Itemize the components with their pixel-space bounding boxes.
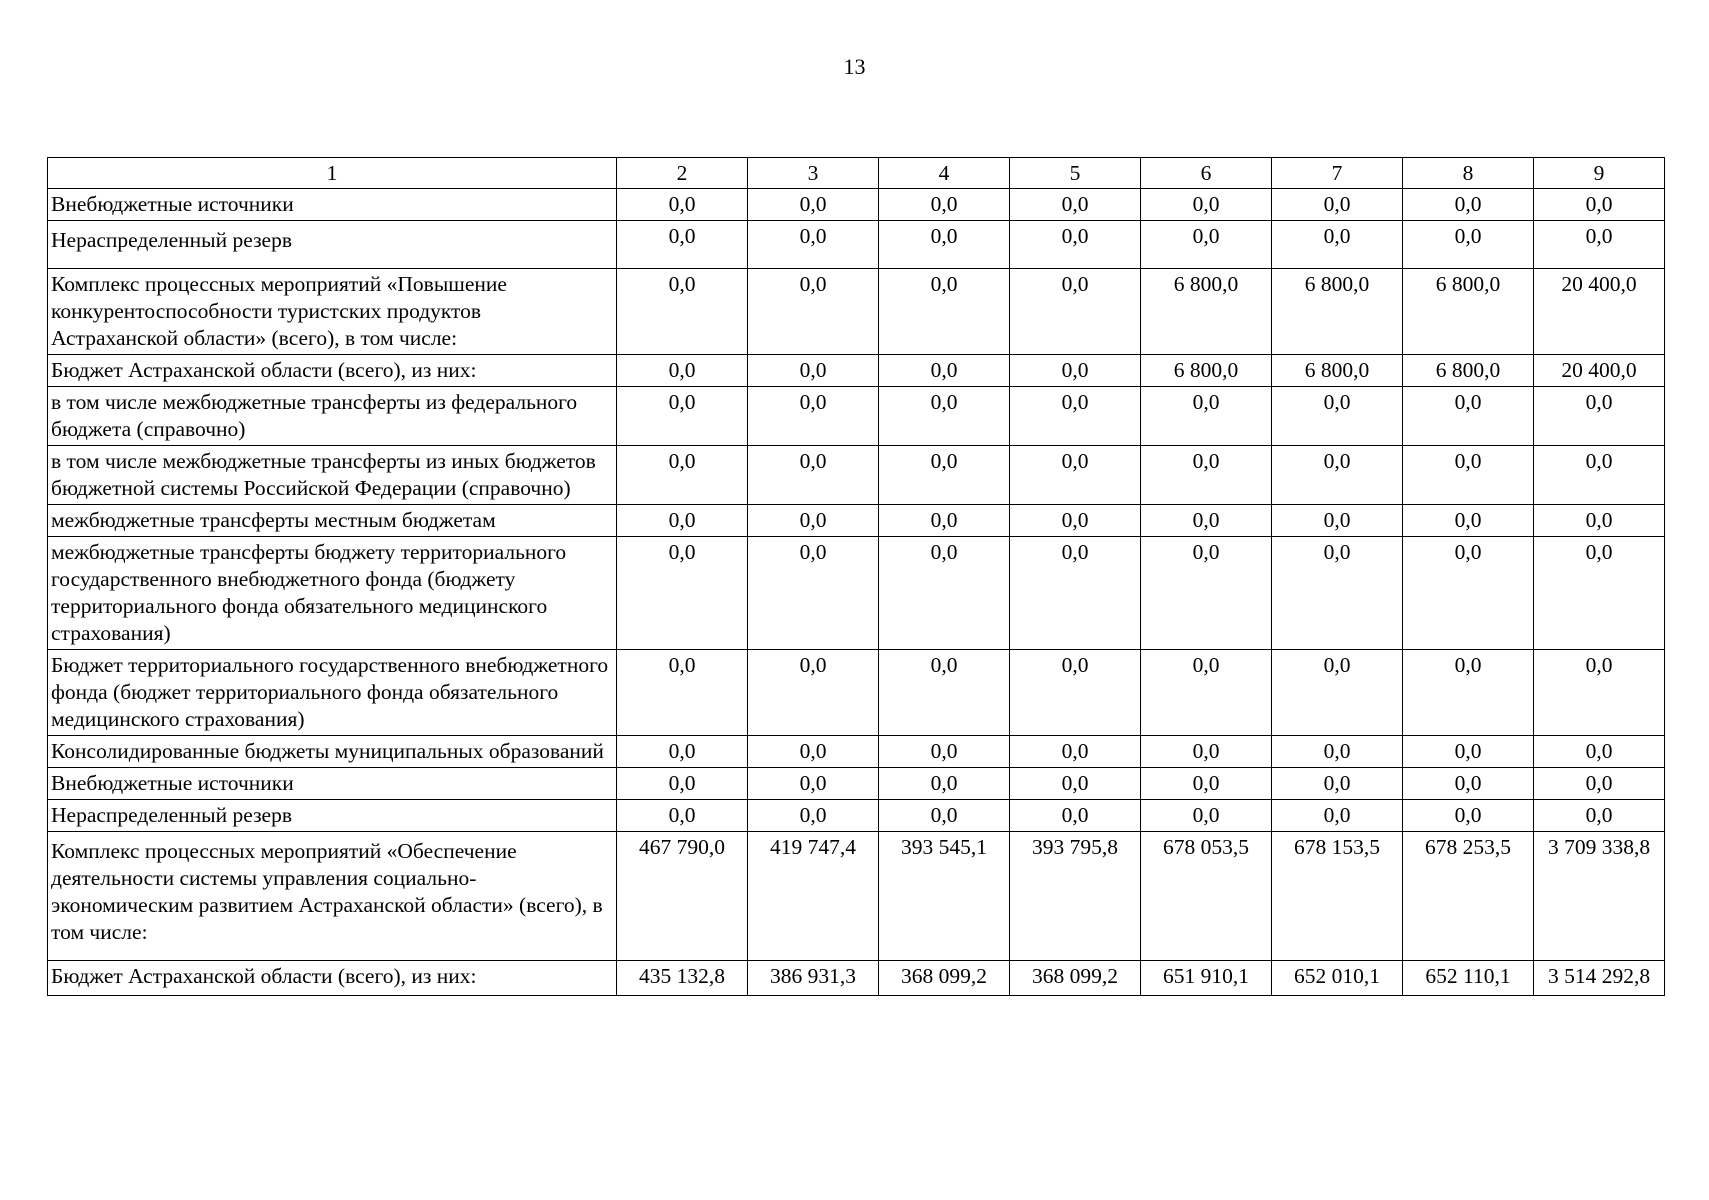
table-cell: 393 795,8: [1010, 832, 1141, 961]
table-cell: 0,0: [1403, 537, 1534, 650]
table-cell: 0,0: [1403, 221, 1534, 269]
table-cell: 0,0: [1272, 446, 1403, 505]
row-label: Бюджет Астраханской области (всего), из них:: [48, 355, 617, 387]
table-cell: 0,0: [1403, 736, 1534, 768]
table-cell: 386 931,3: [748, 961, 879, 996]
column-header: 9: [1534, 158, 1665, 189]
table-cell: 0,0: [879, 446, 1010, 505]
table-cell: 0,0: [1141, 768, 1272, 800]
table-cell: 0,0: [1010, 650, 1141, 736]
row-label: Нераспределенный резерв: [48, 221, 617, 269]
column-header: 6: [1141, 158, 1272, 189]
table-cell: 0,0: [1141, 446, 1272, 505]
table-cell: 6 800,0: [1272, 355, 1403, 387]
table-cell: 0,0: [617, 387, 748, 446]
table-cell: 678 253,5: [1403, 832, 1534, 961]
table-cell: 0,0: [879, 355, 1010, 387]
table-cell: 0,0: [1141, 650, 1272, 736]
table-cell: 0,0: [1010, 505, 1141, 537]
table-row: [48, 387, 1665, 446]
row-label: Бюджет Астраханской области (всего), из них:: [48, 961, 617, 996]
table-cell: 0,0: [879, 387, 1010, 446]
table-cell: 0,0: [1534, 768, 1665, 800]
table-cell: 20 400,0: [1534, 269, 1665, 355]
table-cell: 0,0: [617, 355, 748, 387]
table-cell: 0,0: [1010, 537, 1141, 650]
table-cell: 6 800,0: [1403, 355, 1534, 387]
table-cell: 0,0: [1010, 446, 1141, 505]
table-cell: 0,0: [617, 768, 748, 800]
table-cell: 0,0: [1010, 768, 1141, 800]
table-cell: 0,0: [879, 768, 1010, 800]
budget-table: [47, 157, 1665, 996]
table-cell: 678 053,5: [1141, 832, 1272, 961]
table-row: [48, 961, 1665, 996]
table-cell: 0,0: [1534, 537, 1665, 650]
row-label: в том числе межбюджетные трансферты из иных бюджетов бюджетной системы Российской Федерации (справочно): [48, 446, 617, 505]
table-cell: 0,0: [1141, 537, 1272, 650]
table-cell: 0,0: [1403, 446, 1534, 505]
table-cell: 0,0: [748, 537, 879, 650]
table-cell: 678 153,5: [1272, 832, 1403, 961]
table-cell: 0,0: [1272, 650, 1403, 736]
table-cell: 6 800,0: [1272, 269, 1403, 355]
table-cell: 0,0: [1534, 736, 1665, 768]
table-row: [48, 269, 1665, 355]
table-cell: 435 132,8: [617, 961, 748, 996]
table-cell: 0,0: [879, 537, 1010, 650]
row-label: межбюджетные трансферты бюджету территориального государственного внебюджетного фонда (бюджету территориального фонда обязательного медицинского страхования): [48, 537, 617, 650]
table-cell: 0,0: [748, 800, 879, 832]
column-header: 2: [617, 158, 748, 189]
table-row: [48, 537, 1665, 650]
table-cell: 0,0: [879, 269, 1010, 355]
table-cell: 0,0: [1272, 800, 1403, 832]
row-label: Комплекс процессных мероприятий «Повышение конкурентоспособности туристских продуктов Астраханской области» (всего), в том числе:: [48, 269, 617, 355]
row-label: межбюджетные трансферты местным бюджетам: [48, 505, 617, 537]
table-cell: 467 790,0: [617, 832, 748, 961]
table-cell: 0,0: [748, 650, 879, 736]
table-cell: 0,0: [1403, 387, 1534, 446]
table-cell: 0,0: [879, 221, 1010, 269]
table-cell: 6 800,0: [1141, 269, 1272, 355]
table-cell: 0,0: [1272, 189, 1403, 221]
column-header: 4: [879, 158, 1010, 189]
page-number: 13: [843, 54, 866, 79]
table-cell: 0,0: [1141, 736, 1272, 768]
table-cell: 0,0: [1141, 800, 1272, 832]
table-cell: 0,0: [748, 736, 879, 768]
table-cell: 0,0: [1534, 650, 1665, 736]
table-cell: 0,0: [1534, 505, 1665, 537]
column-header: 7: [1272, 158, 1403, 189]
table-cell: 3 709 338,8: [1534, 832, 1665, 961]
table-cell: 0,0: [1272, 505, 1403, 537]
table-cell: 0,0: [1010, 189, 1141, 221]
table-cell: 6 800,0: [1403, 269, 1534, 355]
table-row: [48, 650, 1665, 736]
table-cell: 0,0: [1010, 387, 1141, 446]
table-cell: 0,0: [748, 387, 879, 446]
table-cell: 0,0: [1403, 505, 1534, 537]
table-cell: 20 400,0: [1534, 355, 1665, 387]
column-header: 3: [748, 158, 879, 189]
table-cell: 0,0: [748, 768, 879, 800]
table-cell: 0,0: [617, 800, 748, 832]
table-cell: 0,0: [1272, 387, 1403, 446]
table-cell: 0,0: [1272, 736, 1403, 768]
table-row: [48, 768, 1665, 800]
table-row: [48, 736, 1665, 768]
table-cell: 0,0: [748, 221, 879, 269]
table-cell: 0,0: [1010, 736, 1141, 768]
table-cell: 0,0: [617, 189, 748, 221]
table-cell: 0,0: [748, 189, 879, 221]
table-cell: 0,0: [1272, 537, 1403, 650]
table-cell: 0,0: [1403, 189, 1534, 221]
table-cell: 651 910,1: [1141, 961, 1272, 996]
table-cell: 0,0: [1534, 446, 1665, 505]
table-cell: 0,0: [617, 505, 748, 537]
table-row: [48, 221, 1665, 269]
table-cell: 652 010,1: [1272, 961, 1403, 996]
table-cell: 0,0: [1534, 221, 1665, 269]
table-cell: 0,0: [879, 189, 1010, 221]
table-cell: 0,0: [1272, 768, 1403, 800]
table-cell: 0,0: [1403, 650, 1534, 736]
row-label: Нераспределенный резерв: [48, 800, 617, 832]
table-cell: 0,0: [748, 269, 879, 355]
table-cell: 0,0: [879, 505, 1010, 537]
table-cell: 0,0: [617, 736, 748, 768]
table-cell: 0,0: [1534, 387, 1665, 446]
table-cell: 0,0: [1403, 768, 1534, 800]
table-cell: 0,0: [748, 446, 879, 505]
row-label: в том числе межбюджетные трансферты из федерального бюджета (справочно): [48, 387, 617, 446]
table-header-row: [48, 158, 1665, 189]
table-cell: 393 545,1: [879, 832, 1010, 961]
table-row: [48, 505, 1665, 537]
column-header: 5: [1010, 158, 1141, 189]
table-cell: 0,0: [617, 221, 748, 269]
table-cell: 419 747,4: [748, 832, 879, 961]
table-cell: 0,0: [1010, 221, 1141, 269]
table-cell: 0,0: [617, 650, 748, 736]
table-cell: 0,0: [1403, 800, 1534, 832]
column-header: 1: [48, 158, 617, 189]
table-cell: 0,0: [617, 537, 748, 650]
table-cell: 0,0: [879, 736, 1010, 768]
table-cell: 0,0: [1010, 800, 1141, 832]
table-row: [48, 355, 1665, 387]
table-row: [48, 446, 1665, 505]
table-cell: 0,0: [879, 650, 1010, 736]
table-cell: 6 800,0: [1141, 355, 1272, 387]
table-cell: 0,0: [879, 800, 1010, 832]
table-cell: 652 110,1: [1403, 961, 1534, 996]
row-label: Бюджет территориального государственного внебюджетного фонда (бюджет территориального фонда обязательного медицинского страхования): [48, 650, 617, 736]
table-cell: 0,0: [748, 355, 879, 387]
table-cell: 0,0: [1141, 387, 1272, 446]
table-cell: 0,0: [748, 505, 879, 537]
table-row: [48, 189, 1665, 221]
row-label: Внебюджетные источники: [48, 189, 617, 221]
table-cell: 0,0: [1534, 800, 1665, 832]
table-cell: 3 514 292,8: [1534, 961, 1665, 996]
table-cell: 0,0: [1141, 221, 1272, 269]
table-cell: 368 099,2: [1010, 961, 1141, 996]
table-cell: 0,0: [1010, 355, 1141, 387]
table-cell: 0,0: [1141, 189, 1272, 221]
row-label: Комплекс процессных мероприятий «Обеспечение деятельности системы управления социально-экономическим развитием Астраханской области» (всего), в том числе:: [48, 832, 617, 961]
table-cell: 0,0: [1141, 505, 1272, 537]
table-cell: 0,0: [1010, 269, 1141, 355]
table-cell: 0,0: [617, 269, 748, 355]
table-cell: 368 099,2: [879, 961, 1010, 996]
row-label: Консолидированные бюджеты муниципальных образований: [48, 736, 617, 768]
table-row: [48, 800, 1665, 832]
column-header: 8: [1403, 158, 1534, 189]
table-cell: 0,0: [1534, 189, 1665, 221]
table-row: [48, 832, 1665, 961]
row-label: Внебюджетные источники: [48, 768, 617, 800]
table-cell: 0,0: [1272, 221, 1403, 269]
table-cell: 0,0: [617, 446, 748, 505]
